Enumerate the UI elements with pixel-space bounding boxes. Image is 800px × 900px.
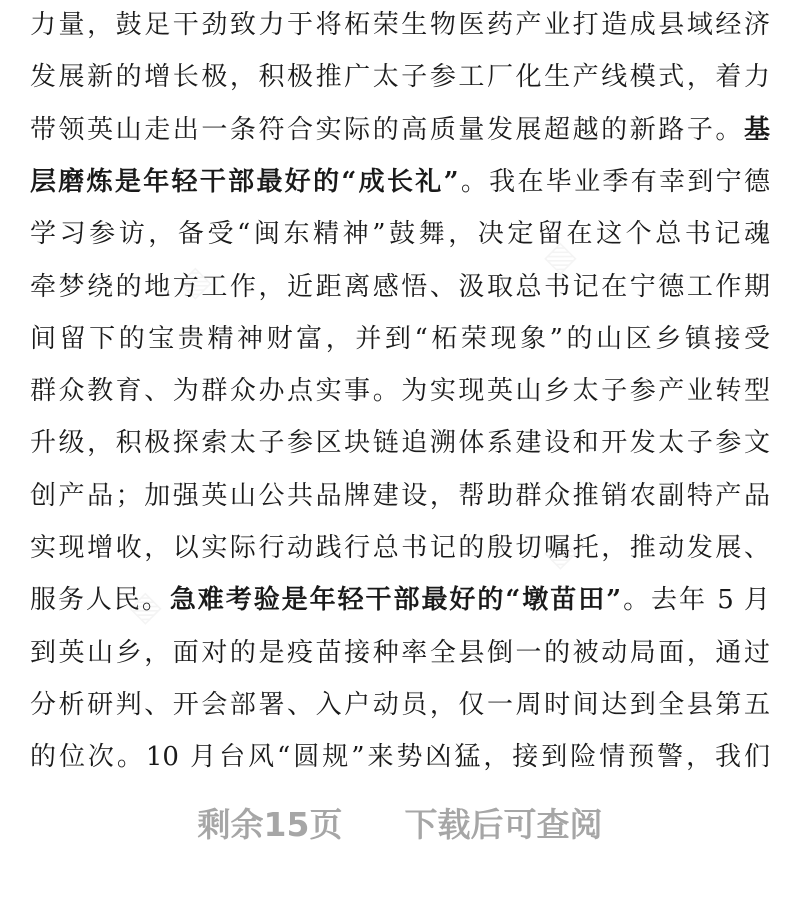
- remaining-pages-label: 剩余15页: [197, 804, 343, 844]
- download-prompt[interactable]: [0, 797, 800, 847]
- text-segment: 发展新的增长极，积极推广太子参工厂化生产线模式，着力: [30, 62, 770, 93]
- text-segment: 升级，积极探索太子参区块链追溯体系建设和开发太子参文: [30, 428, 770, 459]
- text-line: [30, 638, 770, 668]
- text-line: [30, 428, 770, 458]
- text-segment: 创产品；加强英山公共品牌建设，帮助群众推销农副特产品: [30, 480, 770, 511]
- text-line: [30, 272, 770, 302]
- text-segment: 牵梦绕的地方工作，近距离感悟、汲取总书记在宁德工作期: [30, 271, 770, 302]
- text-line: [30, 533, 770, 563]
- text-line: [30, 481, 770, 511]
- text-line: [30, 742, 770, 772]
- bold-text-segment: 基: [743, 114, 770, 145]
- text-line: [30, 115, 770, 145]
- text-line: [30, 62, 770, 92]
- text-line: [30, 585, 770, 615]
- text-line: [30, 219, 770, 249]
- text-segment: 群众教育、为群众办点实事。为实现英山乡太子参产业转型: [30, 376, 770, 407]
- text-segment: 。去年 5 月: [621, 585, 770, 616]
- text-segment: 间留下的宝贵精神财富，并到“柘荣现象”的山区乡镇接受: [30, 323, 770, 354]
- text-segment: 学习参访，备受“闽东精神”鼓舞，决定留在这个总书记魂: [30, 219, 770, 250]
- text-line: [30, 167, 770, 197]
- text-segment: 的位次。10 月台风“圆规”来势凶猛，接到险情预警，我们: [30, 742, 770, 773]
- text-line: [30, 324, 770, 354]
- text-line: [30, 10, 770, 40]
- text-segment: 带领英山走出一条符合实际的高质量发展超越的新路子。: [30, 114, 744, 145]
- bold-text-segment: 急难考验是年轻干部最好的“墩苗田”: [169, 585, 622, 616]
- text-segment: 力量，鼓足干劲致力于将柘荣生物医药产业打造成县域经济: [30, 10, 770, 40]
- text-line: [30, 690, 770, 720]
- text-segment: 服务人民。: [30, 585, 170, 616]
- text-segment: 实现增收，以实际行动践行总书记的殷切嘱托，推动发展、: [30, 533, 770, 563]
- text-segment: 。我在毕业季有幸到宁德: [458, 166, 770, 197]
- text-line: [30, 376, 770, 406]
- bold-text-segment: 层磨炼是年轻干部最好的“成长礼”: [30, 166, 459, 197]
- text-segment: 到英山乡，面对的是疫苗接种率全县倒一的被动局面，通过: [30, 637, 770, 668]
- text-segment: 分析研判、开会部署、入户动员，仅一周时间达到全县第五: [30, 689, 770, 720]
- download-hint-label: 下载后可查阅: [404, 804, 603, 844]
